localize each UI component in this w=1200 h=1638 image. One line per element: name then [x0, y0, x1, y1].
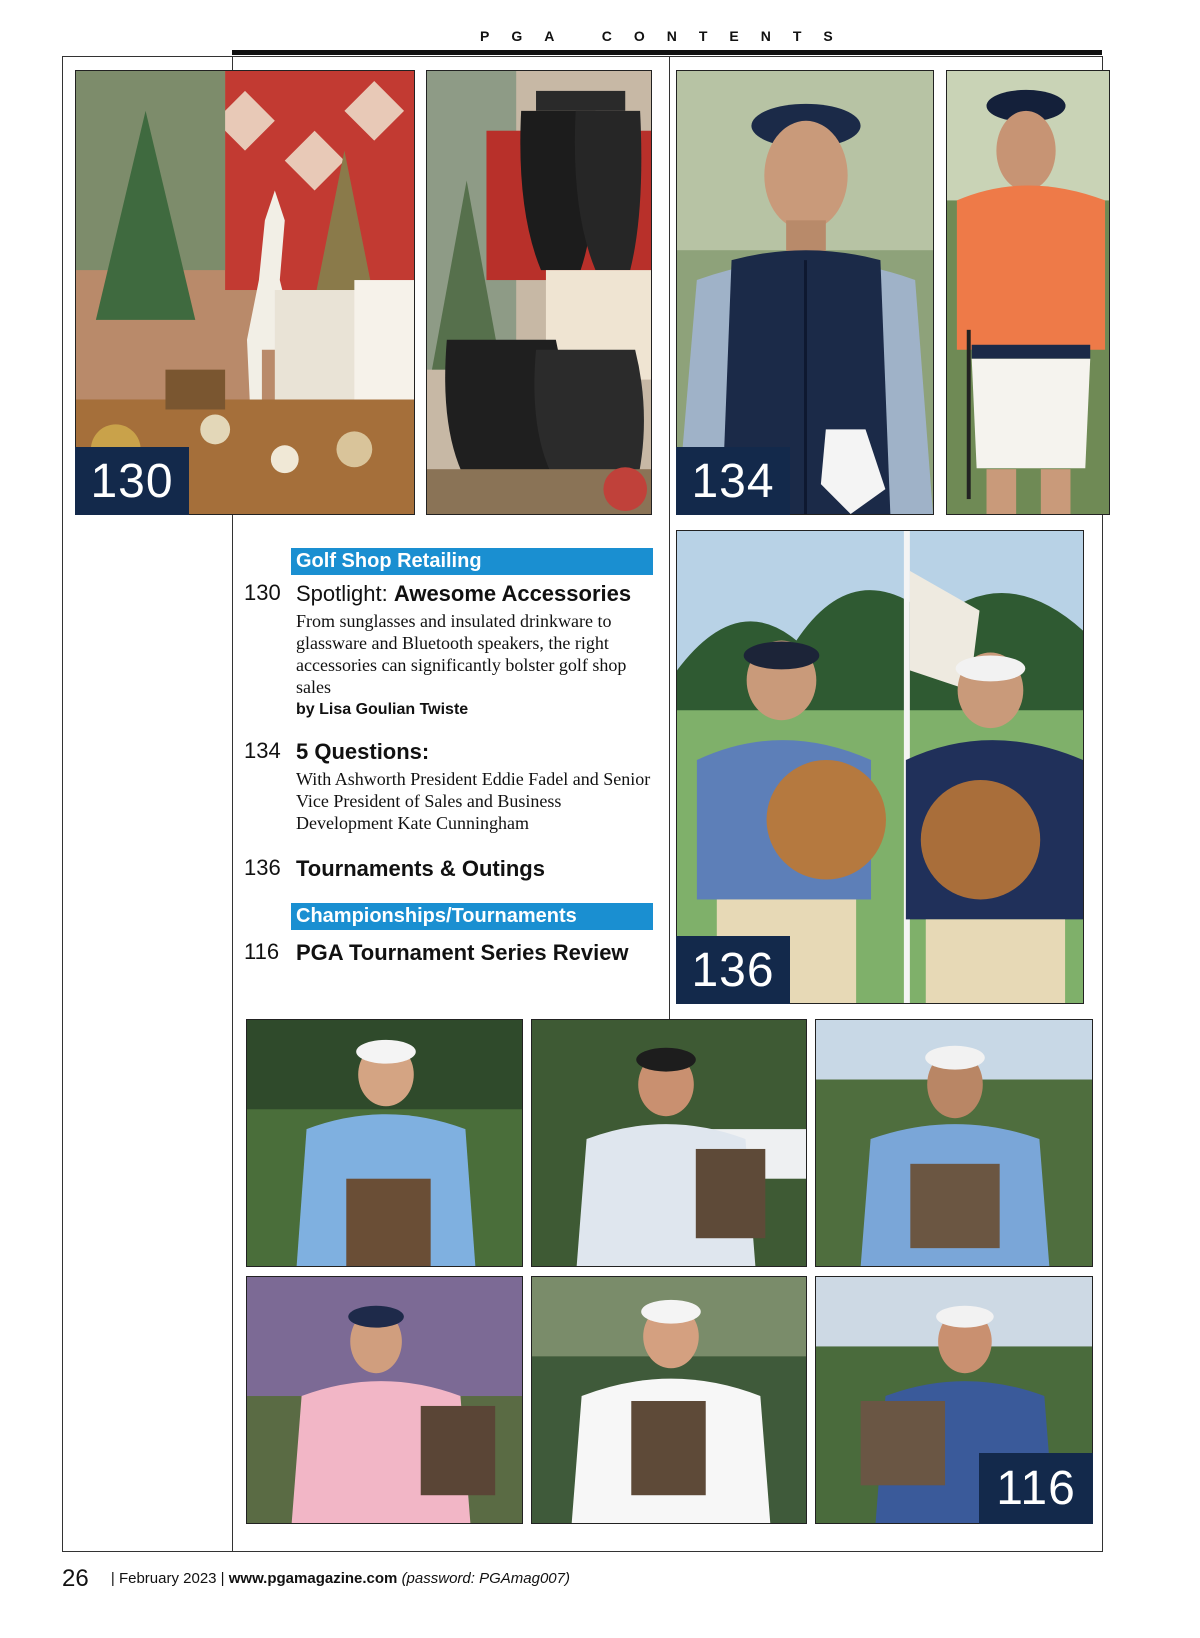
photo-man-orange-polo — [946, 70, 1110, 515]
page-tag-116[interactable]: 116 — [979, 1453, 1093, 1524]
photo-champion-3 — [815, 1019, 1093, 1267]
photo-cart-mitts — [426, 70, 652, 515]
footer-website-link[interactable]: www.pgamagazine.com — [228, 1570, 398, 1587]
page-tag-134[interactable]: 134 — [676, 447, 790, 515]
entry-byline: by Lisa Goulian Twiste — [296, 701, 469, 718]
photo-tournament-winners — [676, 530, 1084, 1004]
contents-entry-136[interactable] — [244, 855, 656, 883]
contents-entry-134[interactable] — [244, 738, 656, 834]
photo-champion-1 — [246, 1019, 523, 1267]
photo-champion-4 — [246, 1276, 523, 1524]
entry-headline: PGA Tournament Series Review — [296, 940, 629, 965]
entry-page-number: 130 — [244, 580, 281, 605]
entry-headline: Tournaments & Outings — [296, 856, 545, 881]
page-tag-130[interactable]: 130 — [75, 447, 189, 515]
footer-password: (password: PGAmag007) — [401, 1570, 570, 1587]
footer-date: | February 2023 | — [110, 1570, 225, 1587]
page-tag-136[interactable]: 136 — [676, 936, 790, 1004]
photo-champion-2 — [531, 1019, 807, 1267]
contents-entry-130[interactable] — [244, 580, 656, 719]
entry-description: With Ashworth President Eddie Fadel and Senior Vice President of Sales and Business Development Kate Cunningham — [296, 769, 651, 833]
middle-divider — [669, 56, 670, 1021]
entry-description: From sunglasses and insulated drinkware to glassware and Bluetooth speakers, the right accessories can significantly bolster golf shop sales — [296, 611, 627, 697]
top-rule — [232, 50, 1102, 55]
footer-page-number: 26 — [62, 1565, 89, 1592]
contents-entry-116[interactable] — [244, 939, 656, 967]
page-footer — [62, 1565, 1062, 1593]
section-championships-tournaments: Championships/Tournaments — [291, 903, 653, 930]
entry-page-number: 116 — [244, 939, 280, 964]
section-golf-shop-retailing: Golf Shop Retailing — [291, 548, 653, 575]
photo-champion-5 — [531, 1276, 807, 1524]
entry-headline: 5 Questions: — [296, 739, 430, 764]
entry-page-number: 134 — [244, 738, 281, 763]
page-title: PGA CONTENTS — [480, 28, 855, 44]
entry-headline: Spotlight: Awesome Accessories — [296, 581, 632, 606]
entry-page-number: 136 — [244, 855, 281, 880]
